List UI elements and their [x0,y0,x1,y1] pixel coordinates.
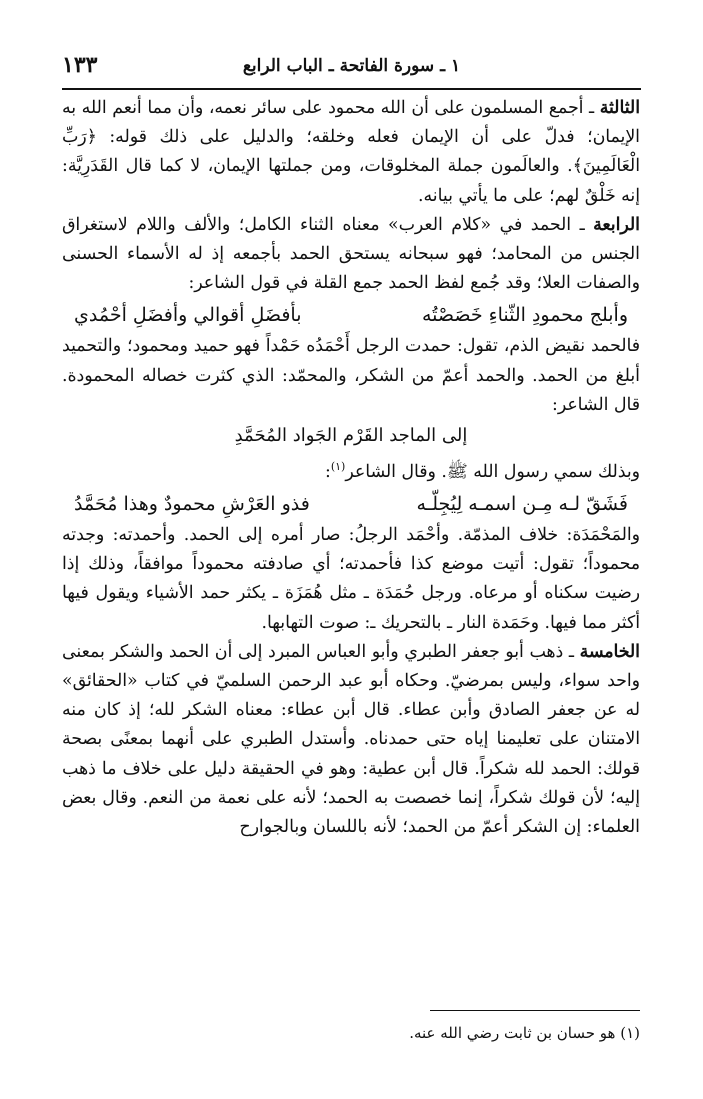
page-header [62,52,641,90]
paragraph-fourth-text: ـ الحمد في «كلام العرب» معناه الثناء الكامل؛ والألف واللام لاستغراق الجنس من المحامد؛ فهو سبحانه يستحق الحمد بأجمعه إذ له الأسماء الحسنى والصفات العلا؛ وقد جُمع لفظ الحمد جمع القلة في قول الشاعر: [62,214,640,294]
verse-2-first-hemistich: فَشَقّ لـه مِـن اسمـه لِيُجِلّـه [416,493,628,515]
paragraph-named: وبذلك سمي رسول الله ﷺ. وقال الشاعر$^{(١)}$: [325,460,640,482]
paragraph-third [62,94,640,211]
paragraph-fifth [62,638,640,842]
verse-line-2 [62,487,640,521]
running-title: ١ ـ سورة الفاتحة ـ الباب الرابع [242,56,461,76]
footnote-rule [430,1010,640,1011]
verse-line-1 [62,298,640,332]
verse-1-first-hemistich: وأبلج محمودِ الثّناءِ خَصَصْتُه [422,304,628,327]
section-label-third: الثالثة [599,98,640,118]
footnote-marker: (١) [330,460,346,474]
footnote: (١) هو حسان بن ثابت رضي الله عنه. [409,1024,640,1042]
named-line-text: وبذلك سمي رسول الله ﷺ. وقال الشاعر [345,461,640,482]
verse-1-second-hemistich: بأفضَلِ أقوالي وأفضَلِ أحْمُدي [74,304,302,327]
verse-2-second-hemistich: فذو العَرْشِ محمودٌ وهذا مُحَمَّدُ [74,493,310,515]
main-text [62,94,640,842]
paragraph-after-verse-1: فالحمد نقيض الذم، تقول: حمدت الرجل أَحْمَدُه حَمْداً فهو حميد ومحمود؛ والتحميد أبلغ من الحمد. والحمد أعمّ من الشكر، والمحمّد: الذي كثرت خصاله المحمودة. قال الشاعر: [62,336,640,415]
page-number: ١٣٣ [62,52,98,78]
paragraph-third-text: ـ أجمع المسلمون على أن الله محمود على سائر نعمه، وأن مما أنعم الله به الإيمان؛ فدلّ على أن الإيمان فعله وخلقه؛ والدليل على ذلك قوله: ﴿رَبِّ الْعَالَمِينَ﴾. والعالَمون جملة المخلوقات، ومن جملتها الإيمان، لا كما قال القَدَرِيَّة: إنه خَلْقٌ لهم؛ على ما يأتي بيانه. [62,98,640,206]
paragraph-fourth [62,211,640,299]
paragraph-fifth-text: ـ ذهب أبو جعفر الطبري وأبو العباس المبرد إلى أن الحمد والشكر بمعنى واحد سواء، وليس بمرضيّ. وحكاه أبو عبد الرحمن السلميّ في كتاب «الحقائق» له عن جعفر الصادق وأبن عطاء. قال أبن عطاء: معناه الشكر لله؛ إذ كان منه الامتنان على تعليمنا إياه حتى حمدناه. وأستدل الطبري على أنهما بمعنًى بصحة قولك: الحمد لله شكراً. قال أبن عطية: وهو في الحقيقة دليل على خلاف ما ذهب إليه؛ لأن قولك شكراً، إنما خصصت به الحمد؛ لأنه على نعمة من النعم. وقال بعض العلماء: إن الشكر أعمّ من الحمد؛ لأنه باللسان وبالجوارح [62,641,640,838]
centered-poetry-line: إلى الماجد القَرْم الجَواد المُحَمَّدِ [234,425,468,447]
section-label-fifth: الخامسة [579,641,640,662]
section-label-fourth: الرابعة [593,214,640,235]
paragraph-mahmada: والمَحْمَدَة: خلاف المذمّة. وأحْمَد الرجلُ: صار أمره إلى الحمد. وأحمدته: وجدته محموداً؛ تقول: أتيت موضع كذا فأحمدته؛ أي صادفته محموداً موافقاً، وذلك إذا رضيت سكناه أو مرعاه. ورجل حُمَدَة ـ مثل هُمَزَة ـ يكثر حمد الأشياء ويقول فيها أكثر مما فيها. وحَمَدة النار ـ بالتحريك ـ: صوت التهابها. [62,525,640,633]
